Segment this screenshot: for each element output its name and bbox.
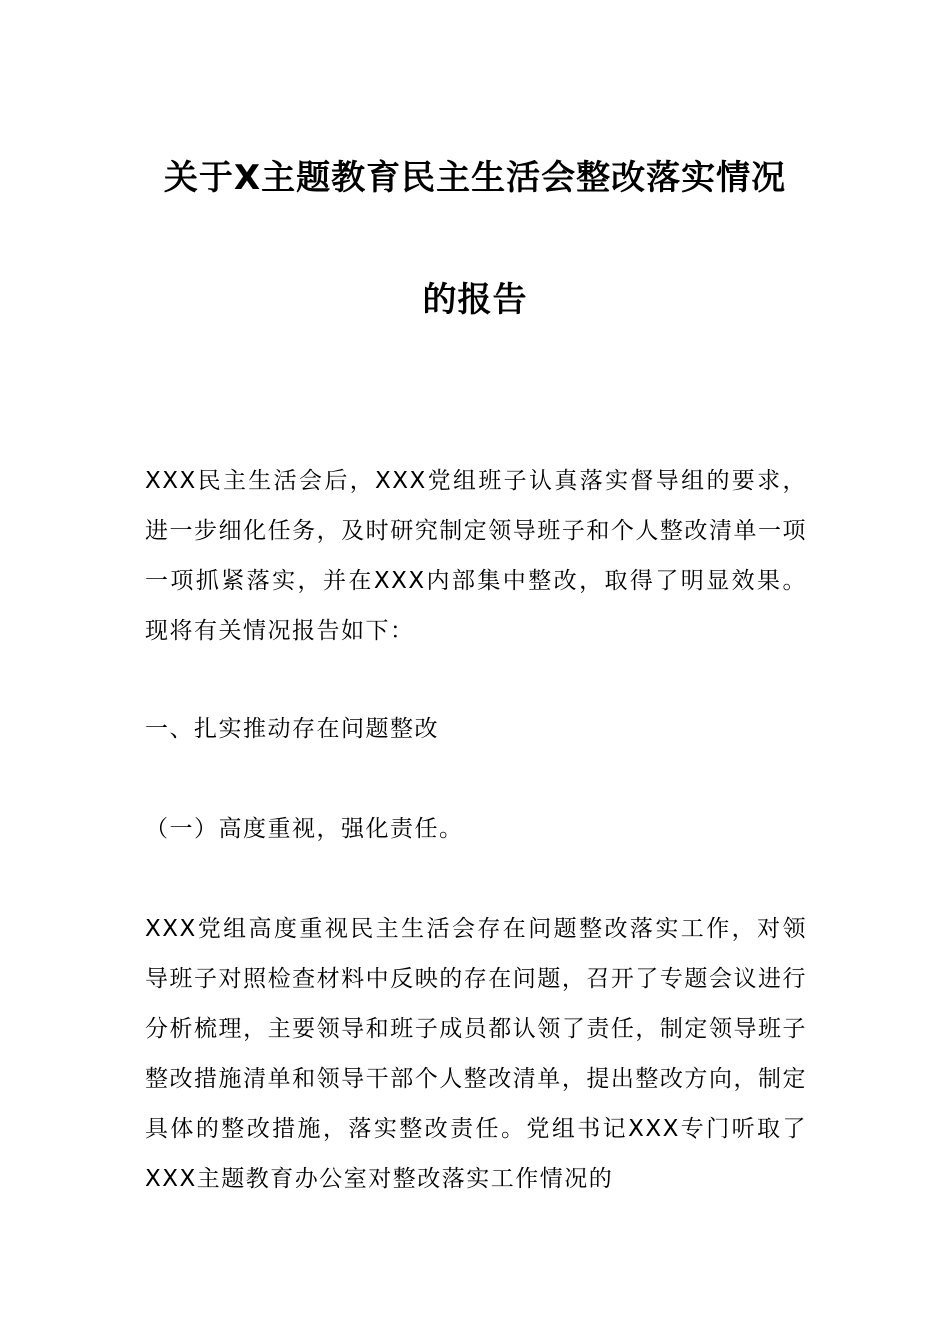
- subsection-paragraph: XXX党组高度重视民主生活会存在问题整改落实工作，对领导班子对照检查材料中反映的存在问题，召开了专题会议进行分析梳理，主要领导和班子成员都认领了责任，制定领导班子整改措施清单和领导干部个人整改清单，提出整改方向，制定具体的整改措施，落实整改责任。党组书记XXX专门听取了XXX主题教育办公室对整改落实工作情况的: [145, 916, 807, 1192]
- section-heading: 一、扎实推动存在问题整改: [145, 716, 439, 742]
- intro-paragraph: XXX民主生活会后，XXX党组班子认真落实督导组的要求，进一步细化任务，及时研究制定领导班子和个人整改清单一项一项抓紧落实，并在XXX内部集中整改，取得了明显效果。现将有关情况报告如下：: [145, 468, 807, 644]
- document-title-line-2: 的报告: [422, 280, 528, 320]
- subsection-heading: （一）高度重视，强化责任。: [145, 816, 464, 842]
- document-title-line-1: 关于X主题教育民主生活会整改落实情况: [163, 158, 787, 198]
